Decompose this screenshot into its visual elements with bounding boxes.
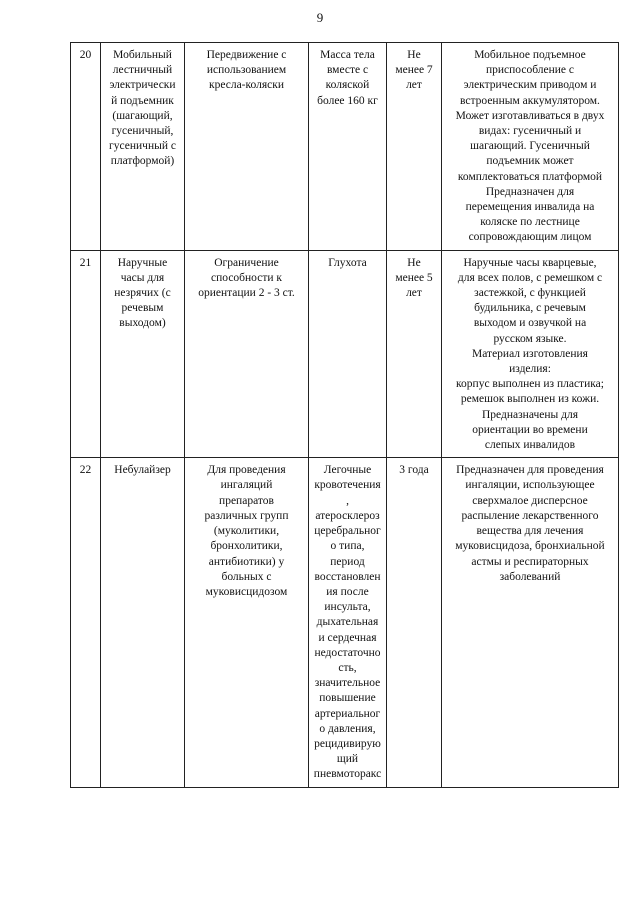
row-number: 21 <box>71 250 101 458</box>
contraindication: Масса тела вместе с коляской более 160 кг <box>309 43 387 251</box>
table-row <box>71 458 619 787</box>
description: Мобильное подъемное приспособление с электрическим приводом и встроенным аккумулятором. Может изготавливаться в двух видах: гусеничный и шагающий. Гусеничный подъемник может комплектоваться платформой Предназначен для перемещения инвалида на коляске по лестнице сопровождающим лицом <box>442 43 619 251</box>
page-number: 9 <box>316 10 324 25</box>
equipment-table <box>70 42 619 788</box>
contraindication: Глухота <box>309 250 387 458</box>
device-name: Мобильный лестничный электрически й подъемник (шагающий, гусеничный, гусеничный с платформой) <box>101 43 185 251</box>
purpose: Передвижение с использованием кресла-коляски <box>185 43 309 251</box>
service-term: Не менее 5 лет <box>387 250 442 458</box>
service-term: 3 года <box>387 458 442 787</box>
contraindication: Легочные кровотечения , атеросклероз церебральног о типа, период восстановлен ия после инсульта, дыхательная и сердечная недостаточно сть, значительное повышение артериальног о давления, рецидивирую щий пневмоторакс <box>309 458 387 787</box>
table-row <box>71 43 619 251</box>
device-name: Небулайзер <box>101 458 185 787</box>
description: Предназначен для проведения ингаляции, использующее сверхмалое дисперсное распыление лекарственного вещества для лечения муковисцидоза, бронхиальной астмы и респираторных заболеваний <box>442 458 619 787</box>
service-term: Не менее 7 лет <box>387 43 442 251</box>
purpose: Ограничение способности к ориентации 2 - 3 ст. <box>185 250 309 458</box>
table-row <box>71 250 619 458</box>
description: Наручные часы кварцевые, для всех полов, с ремешком с застежкой, с функцией будильника, с речевым выходом и озвучкой на русском языке. Материал изготовления изделия: корпус выполнен из пластика; ремешок выполнен из кожи. Предназначены для ориентации во времени слепых инвалидов <box>442 250 619 458</box>
purpose: Для проведения ингаляций препаратов различных групп (муколитики, бронхолитики, антибиотики) у больных с муковисцидозом <box>185 458 309 787</box>
row-number: 22 <box>71 458 101 787</box>
row-number: 20 <box>71 43 101 251</box>
device-name: Наручные часы для незрячих (с речевым выходом) <box>101 250 185 458</box>
